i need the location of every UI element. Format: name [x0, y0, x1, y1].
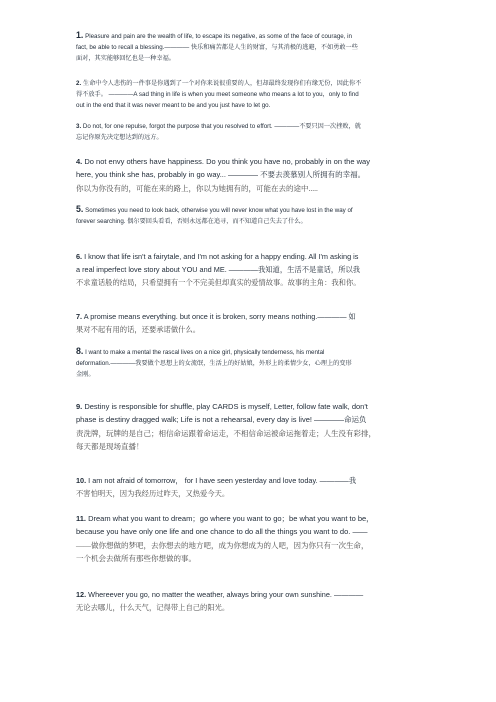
quote-line: fact, be able to recall a blessing.———— 快乐和痛苦都是人生的财富，与其消极的逃避，不如勇敢一些: [76, 44, 358, 51]
quote-entry-7: [76, 310, 428, 336]
entry-number: 4.: [76, 157, 83, 166]
quote-line: 6. I know that life isn't a fairytale, and I'm not asking for a happy ending. All I'm asking is: [76, 252, 359, 261]
quote-line: 10. I am not afraid of tomorrow， for I have seen yesterday and love today. ————我: [76, 476, 357, 485]
quote-line: 忘记你原先决定想达到的远方。: [76, 134, 163, 141]
quote-line: 8. I want to make a mental the rascal lives on a nice girl, physically tenderness, his mental: [76, 346, 325, 356]
quote-line: 果对不起有用的话，还要承诺做什么。: [76, 325, 201, 334]
quote-line: 一个机会去做所有那些你想做的事。: [76, 554, 196, 564]
quote-line: 你以为你没有的，可能在来的路上，你以为她拥有的，可能在去的途中.....: [76, 183, 318, 193]
entry-number: 6.: [76, 252, 83, 261]
quote-entry-5: [76, 204, 428, 227]
entry-number: 10.: [76, 476, 87, 485]
quote-line: 11. Dream what you want to dream；go where you want to go；be what you want to be，: [76, 514, 374, 523]
entry-number: 3.: [76, 123, 82, 130]
quote-line: 1. Pleasure and pain are the wealth of life, to escape its negative, as some of the face of courage, in: [76, 30, 352, 40]
quote-entry-11: [76, 512, 428, 566]
quote-line: 每天都是现场直播！: [76, 442, 144, 452]
quote-entry-3: [76, 121, 428, 143]
quote-line: 无论去哪儿，什么天气，记得带上自己的阳光。: [76, 603, 230, 612]
quote-entry-2: [76, 78, 428, 111]
entry-number: 8.: [76, 346, 84, 356]
quote-line: 4. Do not envy others have happiness. Do you think you have no, probably in on the way: [76, 157, 370, 166]
quote-entry-12: [76, 588, 428, 614]
quote-line: here, you think she has, probably in go way... ———— 不要去羡慕别人所拥有的幸福。: [76, 170, 366, 180]
entry-number: 9.: [76, 402, 83, 411]
entry-number: 7.: [76, 312, 83, 321]
entry-number: 5.: [76, 204, 84, 214]
entry-number: 12.: [76, 590, 87, 599]
quote-entry-6: [76, 250, 428, 289]
quote-line: 9. Destiny is responsible for shuffle, play CARDS is myself, Letter, follow fate walk, don't: [76, 402, 368, 411]
quote-entry-10: [76, 474, 428, 500]
quote-line: 面对，其实能够回忆也是一种幸福。: [76, 55, 175, 62]
quote-line: 5. Sometimes you need to look back, otherwise you will never know what you have lost in the way of: [76, 204, 353, 214]
entry-number: 2.: [76, 80, 82, 87]
quote-line: out in the end that it was never meant to be and you just have to let go.: [76, 102, 271, 109]
quote-line: 不求童话般的结局，只希望拥有一个不完美但却真实的爱情故事。故事的主角：我和你。: [76, 278, 361, 287]
entry-number: 11.: [76, 514, 87, 523]
quote-line: phase is destiny dragged walk; Life is not a rehearsal, every day is live! ————命运负: [76, 415, 367, 425]
quote-line: 责洗牌，玩牌的是自己；相信命运跟着命运走，不相信命运被命运拖着走；人生没有彩排，: [76, 428, 376, 438]
quote-entry-8: [76, 346, 428, 380]
quote-entry-4: [76, 155, 428, 195]
quote-line: 得不放手。 ————A sad thing in life is when you meet someone who means a lot to you，only to find: [76, 91, 359, 98]
quote-entry-1: [76, 30, 428, 64]
quote-line: deformation.————我要做个思想上的女流氓，生活上的好姑娘，外形上的柔情少女，心理上的变形: [76, 360, 352, 367]
quote-line: 2. 生命中令人悲伤的一件事是你遇到了一个对你来说很重要的人，但却最终发现你们有缘无份，因此你不: [76, 80, 362, 87]
quote-line: because you have only one life and one chance to do all the things you want to do. ——: [76, 527, 368, 537]
quote-line: 12. Whereever you go, no matter the weather, always bring your own sunshine. ————: [76, 590, 364, 599]
quote-line: 7. A promise means everything. but once it is broken, sorry means nothing.———— 如: [76, 312, 356, 321]
quote-line: 3. Do not, for one repulse, forgot the purpose that you resolved to effort. ————不要只因一次挫败，就: [76, 123, 361, 130]
quote-line: ——做你想做的梦吧，去你想去的地方吧，成为你想成为的人吧，因为你只有一次生命，: [76, 540, 369, 550]
quote-line: 金刚。: [76, 371, 95, 378]
quote-line: 不害怕明天，因为我经历过昨天，又热爱今天。: [76, 489, 230, 498]
quote-line: a real imperfect love story about YOU and ME. ————我知道，生活不是童话，所以我: [76, 265, 361, 274]
quote-line: forever searching. 偶尔要回头看看，否则永远都在追寻，而不知道自己失去了什么。: [76, 218, 307, 225]
entry-number: 1.: [76, 30, 84, 40]
quote-entry-9: [76, 400, 428, 454]
